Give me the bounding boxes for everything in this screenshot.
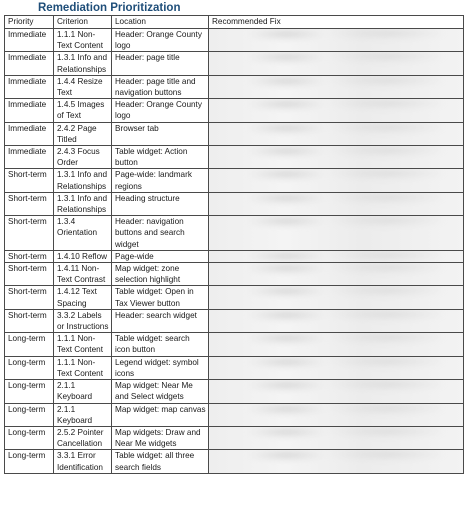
header-criterion: Criterion — [54, 16, 112, 29]
recommended-fix-cell-redacted — [209, 75, 464, 98]
priority-cell: Short-term — [5, 250, 54, 262]
redacted-blur — [212, 310, 461, 320]
location-cell: Page-wide — [112, 250, 209, 262]
criterion-cell: 1.4.12 Text Spacing — [54, 286, 112, 309]
table-body — [5, 29, 464, 474]
criterion-cell: 1.4.4 Resize Text — [54, 75, 112, 98]
header-row — [5, 16, 464, 29]
table-row — [5, 286, 464, 309]
table-row — [5, 250, 464, 262]
table-row — [5, 450, 464, 473]
criterion-cell: 3.3.2 Labels or Instructions — [54, 309, 112, 332]
location-cell: Browser tab — [112, 122, 209, 145]
recommended-fix-cell-redacted — [209, 426, 464, 449]
redacted-blur — [212, 99, 461, 109]
redacted-blur — [212, 216, 461, 226]
criterion-cell: 1.1.1 Non-Text Content — [54, 29, 112, 52]
recommended-fix-cell-redacted — [209, 309, 464, 332]
table-row — [5, 122, 464, 145]
priority-cell: Short-term — [5, 169, 54, 192]
location-cell: Header: Orange County logo — [112, 99, 209, 122]
recommended-fix-cell-redacted — [209, 250, 464, 262]
table-row — [5, 356, 464, 379]
priority-cell: Short-term — [5, 216, 54, 251]
criterion-cell: 3.3.1 Error Identification — [54, 450, 112, 473]
priority-cell: Immediate — [5, 146, 54, 169]
redacted-blur — [212, 404, 461, 414]
criterion-cell: 1.3.1 Info and Relationships — [54, 192, 112, 215]
header-location: Location — [112, 16, 209, 29]
recommended-fix-cell-redacted — [209, 403, 464, 426]
criterion-cell: 2.1.1 Keyboard — [54, 380, 112, 403]
location-cell: Map widgets: Draw and Near Me widgets — [112, 426, 209, 449]
table-row — [5, 403, 464, 426]
criterion-cell: 1.3.1 Info and Relationships — [54, 169, 112, 192]
redacted-blur — [212, 193, 461, 203]
recommended-fix-cell-redacted — [209, 146, 464, 169]
redacted-blur — [212, 123, 461, 133]
redacted-blur — [212, 146, 461, 156]
priority-cell: Long-term — [5, 450, 54, 473]
redacted-blur — [212, 29, 461, 39]
redacted-blur — [212, 357, 461, 367]
table-row — [5, 99, 464, 122]
table-row — [5, 426, 464, 449]
location-cell: Map widget: Near Me and Select widgets — [112, 380, 209, 403]
priority-cell: Long-term — [5, 356, 54, 379]
location-cell: Table widget: Open in Tax Viewer button — [112, 286, 209, 309]
recommended-fix-cell-redacted — [209, 29, 464, 52]
priority-cell: Immediate — [5, 99, 54, 122]
recommended-fix-cell-redacted — [209, 333, 464, 356]
recommended-fix-cell-redacted — [209, 99, 464, 122]
redacted-blur — [212, 76, 461, 86]
location-cell: Header: Orange County logo — [112, 29, 209, 52]
criterion-cell: 1.4.11 Non-Text Contrast — [54, 263, 112, 286]
redacted-blur — [212, 263, 461, 273]
priority-cell: Long-term — [5, 380, 54, 403]
document-title: Remediation Prioritization — [38, 2, 181, 14]
table-row — [5, 333, 464, 356]
table-row — [5, 146, 464, 169]
header-recommended-fix: Recommended Fix — [209, 16, 464, 29]
location-cell: Legend widget: symbol icons — [112, 356, 209, 379]
priority-cell: Short-term — [5, 286, 54, 309]
location-cell: Map widget: map canvas — [112, 403, 209, 426]
criterion-cell: 2.5.2 Pointer Cancellation — [54, 426, 112, 449]
location-cell: Table widget: search icon button — [112, 333, 209, 356]
recommended-fix-cell-redacted — [209, 356, 464, 379]
criterion-cell: 1.1.1 Non-Text Content — [54, 356, 112, 379]
table-row — [5, 216, 464, 251]
priority-cell: Short-term — [5, 263, 54, 286]
priority-cell: Immediate — [5, 75, 54, 98]
location-cell: Table widget: Action button — [112, 146, 209, 169]
criterion-cell: 2.4.2 Page Titled — [54, 122, 112, 145]
criterion-cell: 1.4.5 Images of Text — [54, 99, 112, 122]
table-row — [5, 29, 464, 52]
table-row — [5, 309, 464, 332]
criterion-cell: 1.4.10 Reflow — [54, 250, 112, 262]
table-header — [5, 16, 464, 29]
priority-cell: Immediate — [5, 122, 54, 145]
table-row — [5, 169, 464, 192]
location-cell: Header: search widget — [112, 309, 209, 332]
table-row — [5, 192, 464, 215]
recommended-fix-cell-redacted — [209, 286, 464, 309]
recommended-fix-cell-redacted — [209, 122, 464, 145]
priority-cell: Short-term — [5, 192, 54, 215]
redacted-blur — [212, 52, 461, 62]
redacted-blur — [212, 251, 461, 261]
location-cell: Header: page title — [112, 52, 209, 75]
recommended-fix-cell-redacted — [209, 263, 464, 286]
redacted-blur — [212, 169, 461, 179]
recommended-fix-cell-redacted — [209, 169, 464, 192]
table-row — [5, 263, 464, 286]
location-cell: Table widget: all three search fields — [112, 450, 209, 473]
redacted-blur — [212, 427, 461, 437]
priority-cell: Long-term — [5, 403, 54, 426]
table-row — [5, 52, 464, 75]
location-cell: Map widget: zone selection highlight — [112, 263, 209, 286]
location-cell: Header: page title and navigation buttons — [112, 75, 209, 98]
recommended-fix-cell-redacted — [209, 216, 464, 251]
criterion-cell: 1.1.1 Non-Text Content — [54, 333, 112, 356]
criterion-cell: 2.1.1 Keyboard — [54, 403, 112, 426]
table-row — [5, 380, 464, 403]
recommended-fix-cell-redacted — [209, 192, 464, 215]
redacted-blur — [212, 380, 461, 390]
table-row — [5, 75, 464, 98]
location-cell: Heading structure — [112, 192, 209, 215]
recommended-fix-cell-redacted — [209, 52, 464, 75]
redacted-blur — [212, 450, 461, 460]
location-cell: Page-wide: landmark regions — [112, 169, 209, 192]
recommended-fix-cell-redacted — [209, 450, 464, 473]
criterion-cell: 2.4.3 Focus Order — [54, 146, 112, 169]
redacted-blur — [212, 286, 461, 296]
criterion-cell: 1.3.1 Info and Relationships — [54, 52, 112, 75]
priority-cell: Long-term — [5, 426, 54, 449]
location-cell: Header: navigation buttons and search widget — [112, 216, 209, 251]
priority-cell: Long-term — [5, 333, 54, 356]
remediation-table — [4, 15, 464, 474]
priority-cell: Short-term — [5, 309, 54, 332]
recommended-fix-cell-redacted — [209, 380, 464, 403]
priority-cell: Immediate — [5, 29, 54, 52]
priority-cell: Immediate — [5, 52, 54, 75]
header-priority: Priority — [5, 16, 54, 29]
criterion-cell: 1.3.4 Orientation — [54, 216, 112, 251]
redacted-blur — [212, 333, 461, 343]
